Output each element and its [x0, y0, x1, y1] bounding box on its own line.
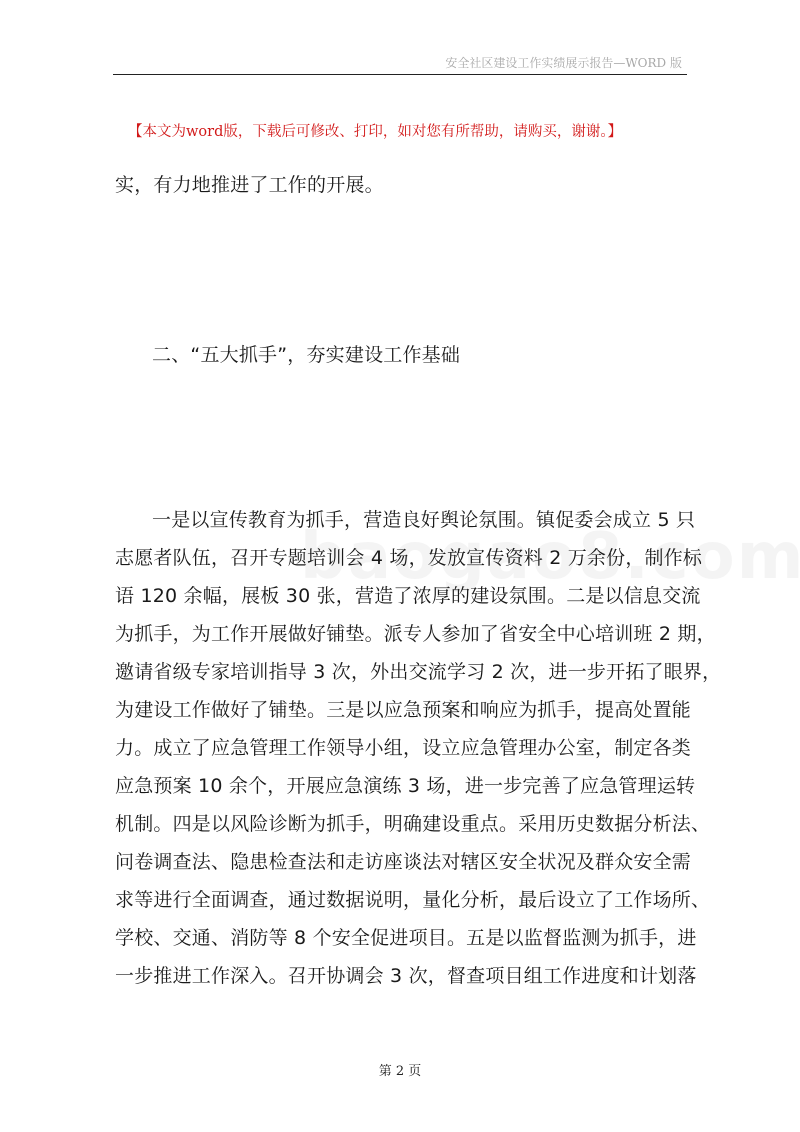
paragraph-line: 为抓手，为工作开展做好铺垫。派专人参加了省安全中心培训班 2 期，: [115, 623, 716, 645]
page-number: 第 2 页: [378, 1064, 422, 1079]
paragraph-line: 求等进行全面调查，通过数据说明，量化分析，最后设立了工作场所、: [115, 889, 711, 911]
page-header-title: 安全社区建设工作实绩展示报告—WORD 版: [445, 56, 682, 70]
paragraph-line: 问卷调查法、隐患检查法和走访座谈法对辖区安全状况及群众安全需: [115, 851, 692, 873]
paragraph-line: 一是以宣传教育为抓手，营造良好舆论氛围。镇促委会成立 5 只: [152, 509, 696, 531]
paragraph-line: 邀请省级专家培训指导 3 次，外出交流学习 2 次，进一步开拓了眼界，: [115, 661, 722, 683]
section-heading: 二、“五大抓手”，夯实建设工作基础: [152, 344, 461, 366]
paragraph-line: 一步推进工作深入。召开协调会 3 次，督查项目组工作进度和计划落: [115, 965, 697, 987]
paragraph-line: 志愿者队伍，召开专题培训会 4 场，发放宣传资料 2 万余份，制作标: [115, 547, 703, 569]
download-notice: 【本文为word版，下载后可修改、打印，如对您有所帮助，请购买，谢谢。】: [128, 124, 623, 140]
header-divider: [113, 74, 687, 75]
paragraph-line: 应急预案 10 余个，开展应急演练 3 场，进一步完善了应急管理运转: [115, 775, 696, 797]
paragraph-line: 机制。四是以风险诊断为抓手，明确建设重点。采用历史数据分析法、: [115, 813, 711, 835]
paragraph-line: 为建设工作做好了铺垫。三是以应急预案和响应为抓手，提高处置能: [115, 699, 692, 721]
paragraph-line: 学校、交通、消防等 8 个安全促进项目。五是以监督监测为抓手，进: [115, 927, 697, 949]
paragraph-line: 语 120 余幅，展板 30 张，营造了浓厚的建设氛围。二是以信息交流: [115, 585, 701, 607]
paragraph-line: 力。成立了应急管理工作领导小组，设立应急管理办公室，制定各类: [115, 737, 692, 759]
intro-line: 实，有力地推进了工作的开展。: [115, 174, 384, 196]
